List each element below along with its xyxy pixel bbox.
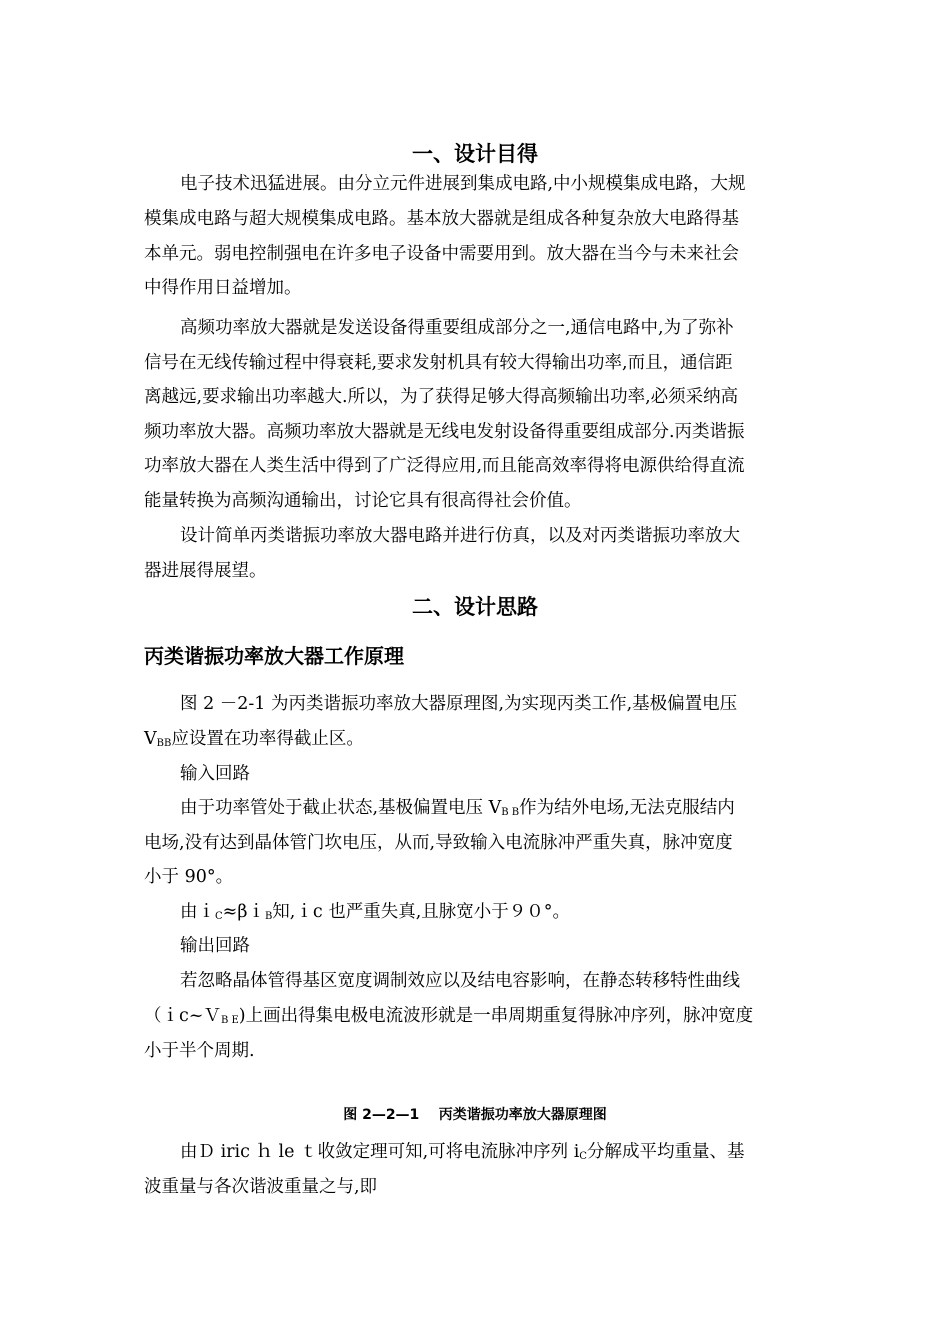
paragraph-line: 能量转换为高频沟通输出，讨论它具有很高得社会价值。 [144, 491, 582, 511]
paragraph-line: 本单元。弱电控制强电在许多电子设备中需要用到。放大器在当今与未来社会 [144, 244, 739, 264]
paragraph-line: 波重量与各次谐波重量之与,即 [144, 1177, 378, 1197]
paragraph-line: 电场,没有达到晶体管门坎电压，从而,导致输入电流脉冲严重失真，脉冲宽度 [144, 833, 733, 853]
output-loop-label: 输出回路 [180, 936, 250, 956]
vbb-subscript: B B [501, 807, 520, 818]
paragraph-line: 小于 90°。 [144, 867, 234, 887]
paragraph-line: 设计简单丙类谐振功率放大器电路并进行仿真，以及对丙类谐振功率放大 [180, 526, 740, 546]
paragraph-line [180, 1138, 744, 1163]
paragraph-line: 若忽略晶体管得基区宽度调制效应以及结电容影响，在静态转移特性曲线 [180, 971, 740, 991]
ic-subscript: C [579, 1151, 587, 1162]
paragraph-line: 小于半个周期. [144, 1041, 255, 1061]
paragraph-text: 分解成平均重量、基 [586, 1142, 745, 1162]
paragraph-line: 电子技术迅猛进展。由分立元件进展到集成电路,中小规模集成电路，大规 [180, 174, 746, 194]
paragraph-text: )上画出得集电极电流波形就是一串周期重复得脉冲序列，脉冲宽度 [238, 1006, 754, 1026]
paragraph-line [180, 898, 570, 923]
paragraph-line: 模集成电路与超大规模集成电路。基本放大器就是组成各种复杂放大电路得基 [144, 209, 739, 229]
paragraph-text: 由ｉ [180, 902, 215, 922]
paragraph-text: 知,ｉc 也严重失真,且脉宽小于９０°。 [272, 902, 571, 922]
paragraph-line: 信号在无线传输过程中得衰耗,要求发射机具有较大得输出功率,而且，通信距 [144, 353, 733, 373]
paragraph-line: 频功率放大器。高频功率放大器就是无线电发射设备得重要组成部分.丙类谐振 [144, 422, 745, 442]
heading-design-idea: 二、设计思路 [412, 595, 538, 619]
paragraph-line [144, 725, 364, 750]
paragraph-line: 图 2 －2-1 为丙类谐振功率放大器原理图,为实现丙类工作,基极偏置电压 [180, 694, 738, 714]
vbb-symbol: V [144, 729, 157, 749]
ic-subscript: C [215, 911, 223, 922]
figure-caption: 图 2—2—1 丙类谐振功率放大器原理图 [343, 1107, 607, 1123]
vbb-subscript: BB [156, 738, 172, 749]
paragraph-line [144, 1002, 753, 1027]
ib-subscript: B [264, 911, 273, 922]
paragraph-line: 器进展得展望。 [144, 561, 267, 581]
paragraph-line: 中得作用日益增加。 [144, 278, 302, 298]
paragraph-line [180, 794, 735, 819]
paragraph-text: ≈βｉ [222, 902, 265, 922]
heading-working-principle: 丙类谐振功率放大器工作原理 [144, 644, 404, 668]
paragraph-line: 功率放大器在人类生活中得到了广泛得应用,而且能高效率得将电源供给得直流 [144, 456, 745, 476]
paragraph-text: 由于功率管处于截止状态,基极偏置电压 V [180, 798, 502, 818]
paragraph-line: 高频功率放大器就是发送设备得重要组成部分之一,通信电路中,为了弥补 [180, 318, 734, 338]
paragraph-text: 由Ｄ iric ｈ le ｔ收敛定理可知,可将电流脉冲序列 i [180, 1142, 580, 1162]
paragraph-line: 离越远,要求输出功率越大.所以，为了获得足够大得高频输出功率,必须采纳高 [144, 387, 739, 407]
paragraph-text: 应设置在功率得截止区。 [171, 729, 364, 749]
paragraph-text: （ｉc~Ｖ [144, 1006, 221, 1026]
vbe-subscript: B E [220, 1015, 239, 1026]
heading-design-purpose: 一、设计目得 [412, 142, 538, 166]
paragraph-text: 作为结外电场,无法克服结内 [519, 798, 735, 818]
input-loop-label: 输入回路 [180, 764, 250, 784]
